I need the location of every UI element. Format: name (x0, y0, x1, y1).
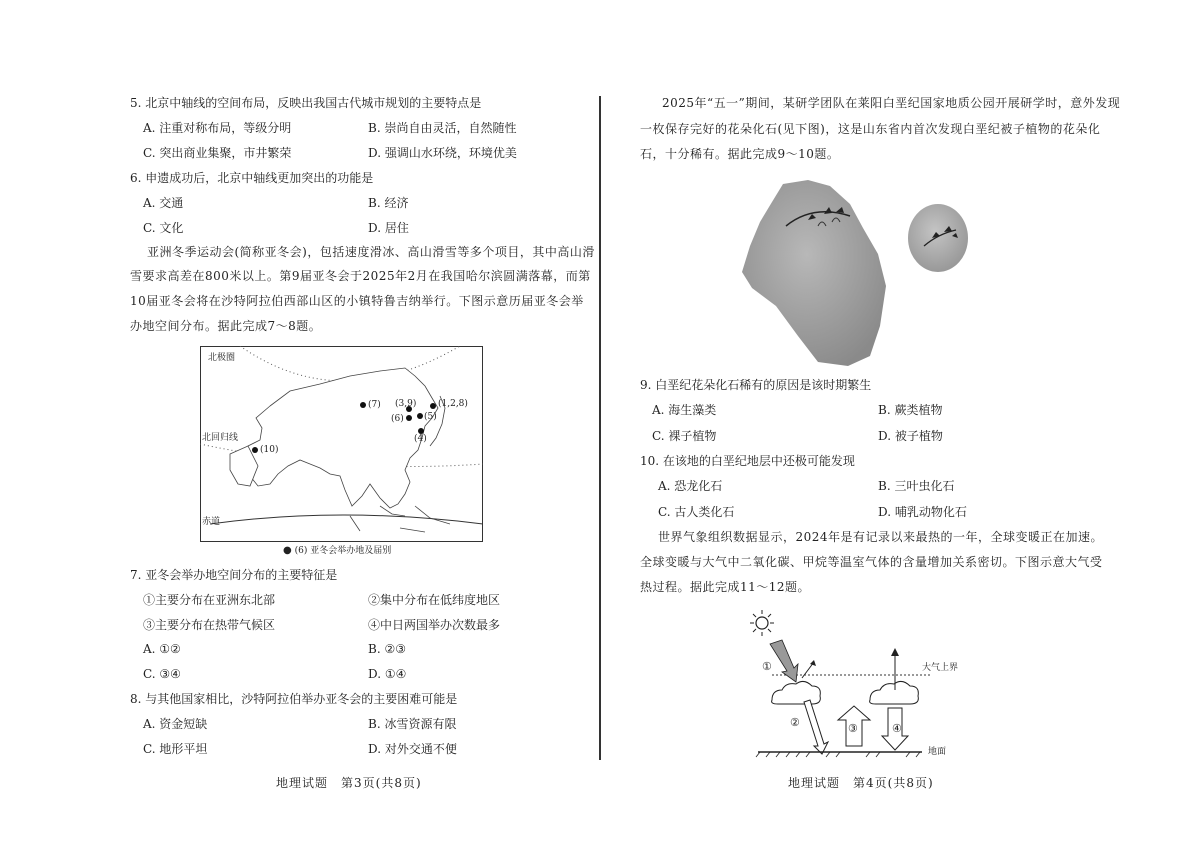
q5-option-b: B. 崇尚自由灵活，自然随性 (368, 121, 517, 135)
warming-passage-line-3: 热过程。据此完成11～12题。 (640, 580, 811, 594)
large-fossil-rock (742, 180, 886, 366)
q9-option-d: D. 被子植物 (878, 429, 943, 443)
label-p6: (6) (391, 414, 404, 424)
diagram-label-4: ④ (892, 722, 902, 735)
q7-statement-3: ③主要分布在热带气候区 (143, 618, 276, 632)
label-tropic: 北回归线 (202, 433, 239, 443)
label-p7: (7) (368, 400, 381, 410)
map-legend: ● (6) 亚冬会举办地及届别 (283, 545, 392, 556)
q5-stem: 5. 北京中轴线的空间布局，反映出我国古代城市规划的主要特点是 (130, 96, 482, 110)
q7-stem: 7. 亚冬会举办地空间分布的主要特征是 (130, 568, 338, 582)
label-p4: (4) (414, 434, 427, 444)
warming-passage-line-2: 全球变暖与大气中二氧化碳、甲烷等温室气体的含量增加关系密切。下图示意大气受 (640, 555, 1103, 569)
q6-option-b: B. 经济 (368, 196, 409, 210)
q9-option-b: B. 蕨类植物 (878, 403, 943, 417)
cloud-right (870, 681, 919, 704)
q8-stem: 8. 与其他国家相比，沙特阿拉伯举办亚冬会的主要困难可能是 (130, 692, 458, 706)
q10-stem: 10. 在该地的白垩纪地层中还极可能发现 (640, 454, 855, 468)
right-page (600, 0, 1200, 854)
fossil-passage-line-2: 一枚保存完好的花朵化石(见下图)，这是山东省内首次发现白垩纪被子植物的花朵化 (640, 122, 1101, 136)
q7-option-a: A. ①② (143, 642, 181, 656)
label-p128: (1,2,8) (438, 399, 468, 409)
warming-passage-line-1: 世界气象组织数据显示，2024年是有记录以来最热的一年，全球变暖正在加速。 (658, 530, 1104, 544)
q9-stem: 9. 白垩纪花朵化石稀有的原因是该时期繁生 (640, 378, 872, 392)
q6-option-d: D. 居住 (368, 221, 409, 235)
cloud-left (772, 681, 821, 704)
passage-line-2: 雪要求高差在800米以上。第9届亚冬会于2025年2月在我国哈尔滨圆满落幕，而第 (130, 269, 591, 283)
q10-option-d: D. 哺乳动物化石 (878, 505, 967, 519)
q7-statement-4: ④中日两国举办次数最多 (368, 618, 501, 632)
legend-dot-icon: ● (283, 545, 292, 556)
label-arctic: 北极圈 (208, 353, 236, 363)
q5-option-a: A. 注重对称布局，等级分明 (143, 121, 292, 135)
host-dot-10 (252, 447, 258, 453)
flower-fossil-image (738, 176, 978, 368)
q5-option-d: D. 强调山水环绕，环境优美 (368, 146, 517, 160)
atmosphere-heating-diagram (750, 606, 970, 758)
q10-option-b: B. 三叶虫化石 (878, 479, 955, 493)
host-dot-7 (360, 402, 366, 408)
q8-option-d: D. 对外交通不便 (368, 742, 457, 756)
right-footer: 地理试题 第4页(共8页) (788, 776, 934, 790)
label-equator: 赤道 (202, 517, 221, 527)
q7-option-d: D. ①④ (368, 667, 407, 681)
label-p10: (10) (260, 445, 279, 455)
asia-map (200, 346, 483, 542)
host-dot-6 (406, 415, 412, 421)
q8-option-c: C. 地形平坦 (143, 742, 208, 756)
q7-option-c: C. ③④ (143, 667, 181, 681)
diagram-top-label: 大气上界 (922, 663, 959, 673)
q6-stem: 6. 申遗成功后，北京中轴线更加突出的功能是 (130, 171, 374, 185)
passage-line-1: 亚洲冬季运动会(简称亚冬会)，包括速度滑冰、高山滑雪等多个项目，其中高山滑 (147, 245, 595, 259)
small-fossil-rock (908, 204, 968, 272)
label-p39: (3,9) (395, 399, 417, 409)
fossil-passage-line-1: 2025年“五一”期间，某研学团队在莱阳白垩纪国家地质公园开展研学时，意外发现 (662, 96, 1121, 110)
passage-line-3: 10届亚冬会将在沙特阿拉伯西部山区的小镇特鲁吉纳举行。下图示意历届亚冬会举 (130, 294, 584, 308)
q7-statement-2: ②集中分布在低纬度地区 (368, 593, 501, 607)
diagram-label-3: ③ (848, 722, 858, 735)
arrow-2 (804, 700, 828, 754)
diagram-label-1: ① (762, 660, 772, 673)
q6-option-c: C. 文化 (143, 221, 184, 235)
arrow-1 (770, 640, 798, 682)
diagram-ground-label: 地面 (928, 747, 947, 757)
asia-map-drawing (200, 346, 483, 542)
q8-option-a: A. 资金短缺 (143, 717, 208, 731)
host-dot-1-2-8 (430, 403, 436, 409)
q9-option-c: C. 裸子植物 (652, 429, 717, 443)
diagram-label-2: ② (790, 716, 800, 729)
label-p5: (5) (424, 412, 437, 422)
left-footer: 地理试题 第3页(共8页) (276, 776, 422, 790)
q10-option-c: C. 古人类化石 (658, 505, 735, 519)
q7-statement-1: ①主要分布在亚洲东北部 (143, 593, 276, 607)
passage-line-4: 办地空间分布。据此完成7～8题。 (130, 319, 322, 333)
q7-option-b: B. ②③ (368, 642, 406, 656)
q10-option-a: A. 恐龙化石 (658, 479, 723, 493)
q6-option-a: A. 交通 (143, 196, 184, 210)
q9-option-a: A. 海生藻类 (652, 403, 717, 417)
fossil-passage-line-3: 石，十分稀有。据此完成9～10题。 (640, 147, 840, 161)
q5-option-c: C. 突出商业集聚，市井繁荣 (143, 146, 292, 160)
q8-option-b: B. 冰雪资源有限 (368, 717, 457, 731)
host-dot-5 (417, 413, 423, 419)
sun-icon (750, 610, 774, 636)
